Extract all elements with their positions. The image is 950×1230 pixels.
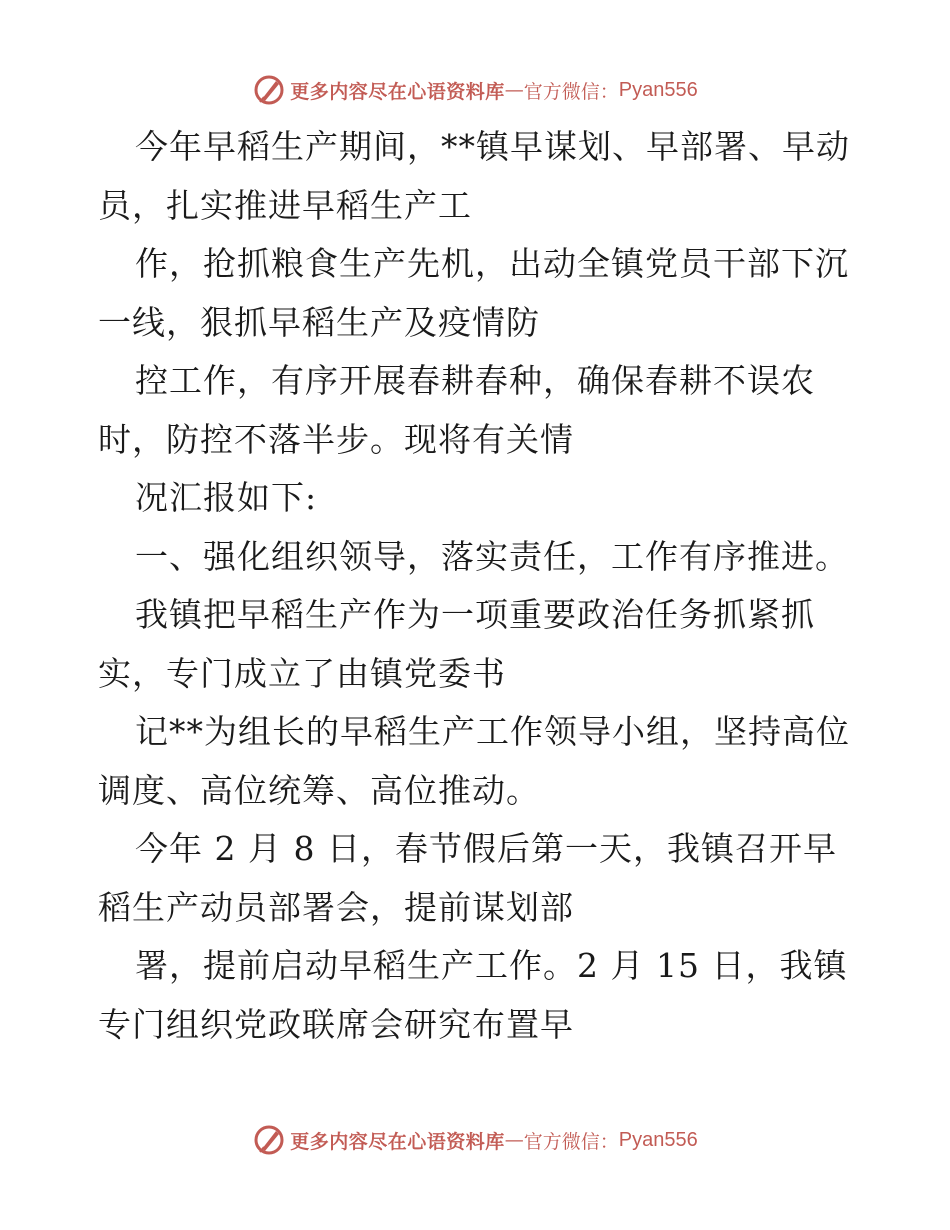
watermark-wechat-id: Pyan556 <box>618 78 698 101</box>
text-line: 作，抢抓粮食生产先机，出动全镇党员干部下沉 <box>135 244 849 283</box>
text-line: 署，提前启动早稻生产工作。2 月 15 日，我镇 <box>135 946 848 985</box>
text-line: 员，扎实推进早稻生产工 <box>98 185 472 225</box>
watermark-main-text: 更多内容尽在心语资料库 <box>290 1130 505 1153</box>
watermark-sub-text: 官方微信： <box>523 1130 619 1153</box>
text-line: 况汇报如下: <box>135 478 318 517</box>
watermark-dash: — <box>504 1129 524 1151</box>
text-line: 一线，狠抓早稻生产及疫情防 <box>98 302 540 342</box>
footer-watermark <box>0 1120 950 1160</box>
watermark-dash: — <box>504 79 524 101</box>
text-line: 控工作，有序开展春耕春种，确保春耕不误农 <box>135 361 815 400</box>
text-line: 今年 2 月 8 日，春节假后第一天，我镇召开早 <box>135 829 837 868</box>
text-line: 记**为组长的早稻生产工作领导小组，坚持高位 <box>135 712 850 751</box>
header-watermark <box>0 70 950 110</box>
text-line: 时，防控不落半步。现将有关情 <box>98 419 574 459</box>
section-heading: 一、强化组织领导，落实责任，工作有序推进。 <box>135 536 849 576</box>
text-line: 稻生产动员部署会，提前谋划部 <box>98 887 574 927</box>
watermark-sub-text: 官方微信： <box>523 80 619 103</box>
quill-logo-icon <box>252 1123 286 1157</box>
watermark-wechat-id: Pyan556 <box>618 1128 698 1151</box>
watermark-main-text: 更多内容尽在心语资料库 <box>290 80 505 103</box>
text-line: 今年早稻生产期间，**镇早谋划、早部署、早动 <box>135 127 850 166</box>
text-line: 实，专门成立了由镇党委书 <box>98 653 506 693</box>
text-line: 调度、高位统筹、高位推动。 <box>98 770 540 810</box>
text-line: 专门组织党政联席会研究布置早 <box>98 1004 574 1044</box>
document-body <box>98 118 858 1054</box>
quill-logo-icon <box>252 73 286 107</box>
text-line: 我镇把早稻生产作为一项重要政治任务抓紧抓 <box>135 595 815 634</box>
